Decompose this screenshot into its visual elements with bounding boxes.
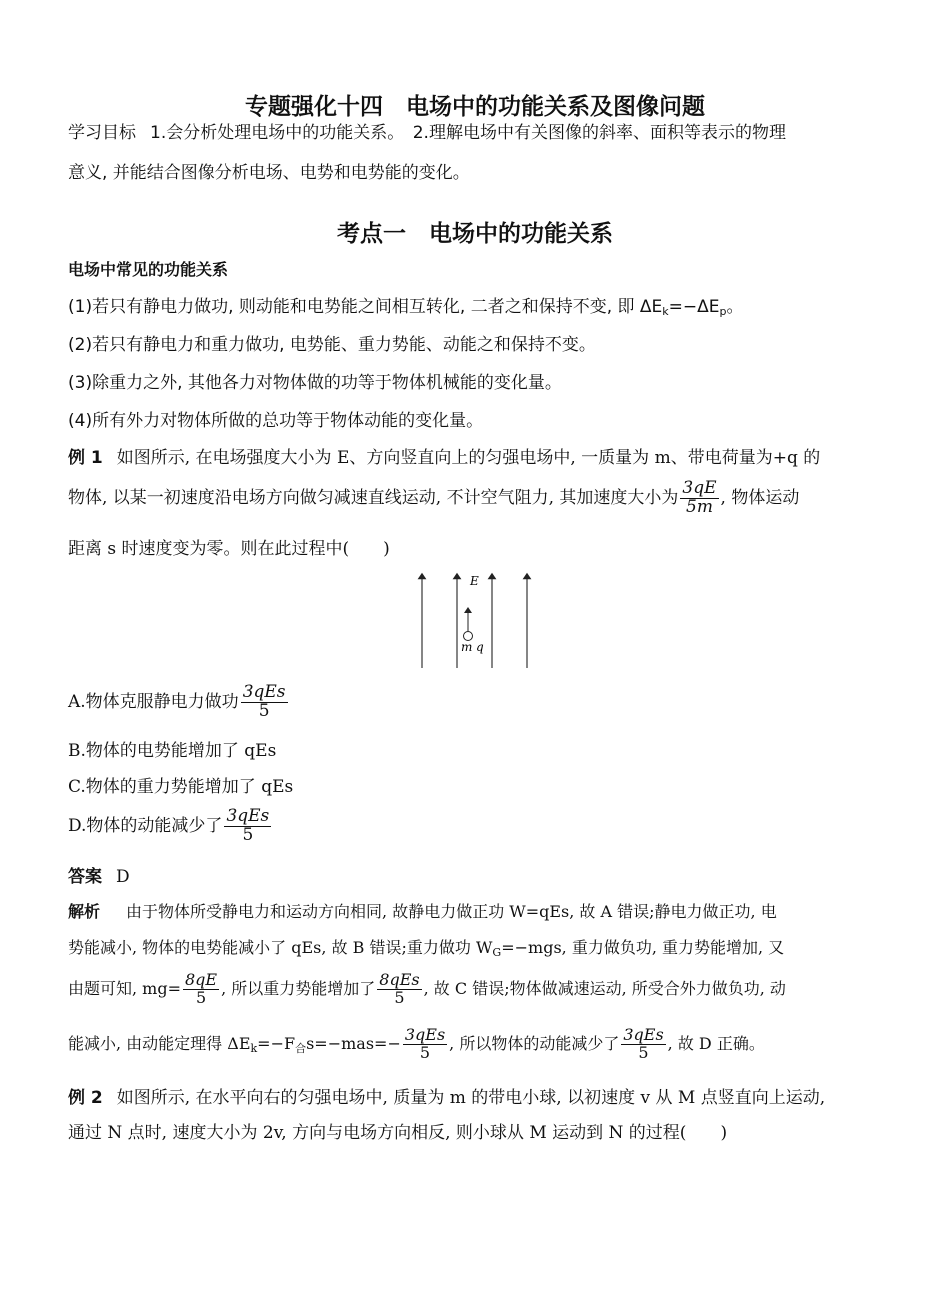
option-c: C.物体的重力势能增加了 qEs bbox=[68, 777, 294, 797]
mass-label: m bbox=[461, 640, 473, 654]
analysis-line-2: 势能减小, 物体的电势能减小了 qEs, 故 B 错误;重力做功 $W_G=-mgs$, 重力做负功, 重力势能增加, 又 bbox=[68, 938, 785, 959]
answer-value: D bbox=[116, 867, 130, 887]
objectives-label: 学习目标 bbox=[68, 123, 136, 143]
page-title: 专题强化十四 电场中的功能关系及图像问题 bbox=[245, 94, 705, 120]
example1-line-3: 距离 s 时速度变为零。则在此过程中( ) bbox=[68, 539, 390, 559]
field-label: E bbox=[470, 574, 479, 588]
electric-field-figure bbox=[410, 568, 540, 672]
example2-label: 例 2 bbox=[68, 1088, 103, 1108]
relation-item-3: (3)除重力之外, 其他各力对物体做的功等于物体机械能的变化量。 bbox=[68, 373, 562, 393]
objectives-text-1: 1.会分析处理电场中的功能关系。 2.理解电场中有关图像的斜率、面积等表示的物理 bbox=[150, 123, 786, 143]
example2-line-2: 通过 N 点时, 速度大小为 2v, 方向与电场方向相反, 则小球从 M 运动到 N 的过程( ) bbox=[68, 1123, 728, 1143]
example1-line-2: 物体, 以某一初速度沿电场方向做匀减速直线运动, 不计空气阻力, 其加速度大小为 $\frac{3qE}{5m}$ , 物体运动 bbox=[68, 478, 800, 517]
analysis-line-3: 由题可知, mg= $\frac{8qE}{5}$ , 所以重力势能增加了 $\frac{\text{8qEs}}{5}$ , 故 C 错误;物体做减速运动, 所受合外力做负功, 动 bbox=[68, 970, 786, 1007]
answer-label: 答案 bbox=[68, 867, 102, 887]
analysis-label: 解析 bbox=[68, 902, 101, 921]
acceleration-fraction: $\frac{3qE}{5m}$ bbox=[682, 478, 717, 517]
analysis-line-1: 解析 由于物体所受静电力和运动方向相同, 故静电力做正功 W=qEs, 故 A 错误;静电力做正功, 电 bbox=[68, 902, 777, 921]
relation-item-1: (1)若只有静电力做功, 则动能和电势能之间相互转化, 二者之和保持不变, 即 $\Delta E_k=-\Delta E_p$。 bbox=[68, 297, 744, 318]
option-a: A.物体克服静电力做功 $\frac{\text{3qEs}}{5}$ bbox=[68, 682, 286, 721]
charge-label: q bbox=[476, 640, 484, 654]
option-b: B.物体的电势能增加了 qEs bbox=[68, 741, 277, 761]
objectives-line-1 bbox=[68, 122, 786, 144]
section-title: 考点一 电场中的功能关系 bbox=[337, 221, 613, 247]
example1-line-1: 例 1 如图所示, 在电场强度大小为 E、方向竖直向上的匀强电场中, 一质量为 m、带电荷量为+q 的 bbox=[68, 448, 821, 468]
option-d: D.物体的动能减少了 $\frac{\text{3qEs}}{5}$ bbox=[68, 806, 270, 845]
example2-line-1: 例 2 如图所示, 在水平向右的匀强电场中, 质量为 m 的带电小球, 以初速度 v 从 M 点竖直向上运动, bbox=[68, 1088, 826, 1108]
answer-line bbox=[68, 866, 130, 888]
relation-item-4: (4)所有外力对物体所做的总功等于物体动能的变化量。 bbox=[68, 411, 484, 431]
section-subheading: 电场中常见的功能关系 bbox=[68, 260, 229, 279]
relation-item-2: (2)若只有静电力和重力做功, 电势能、重力势能、动能之和保持不变。 bbox=[68, 335, 596, 355]
example1-label: 例 1 bbox=[68, 448, 103, 468]
analysis-line-4: 能减小, 由动能定理得 $\Delta E_k=-F_合s=-mas=-$ $\frac{\text{3qEs}}{5}$ , 所以物体的动能减少了 $\frac{\text{3qEs}}{5}$ , 故 D 正确。 bbox=[68, 1025, 765, 1062]
objectives-line-2: 意义, 并能结合图像分析电场、电势和电势能的变化。 bbox=[68, 163, 470, 183]
